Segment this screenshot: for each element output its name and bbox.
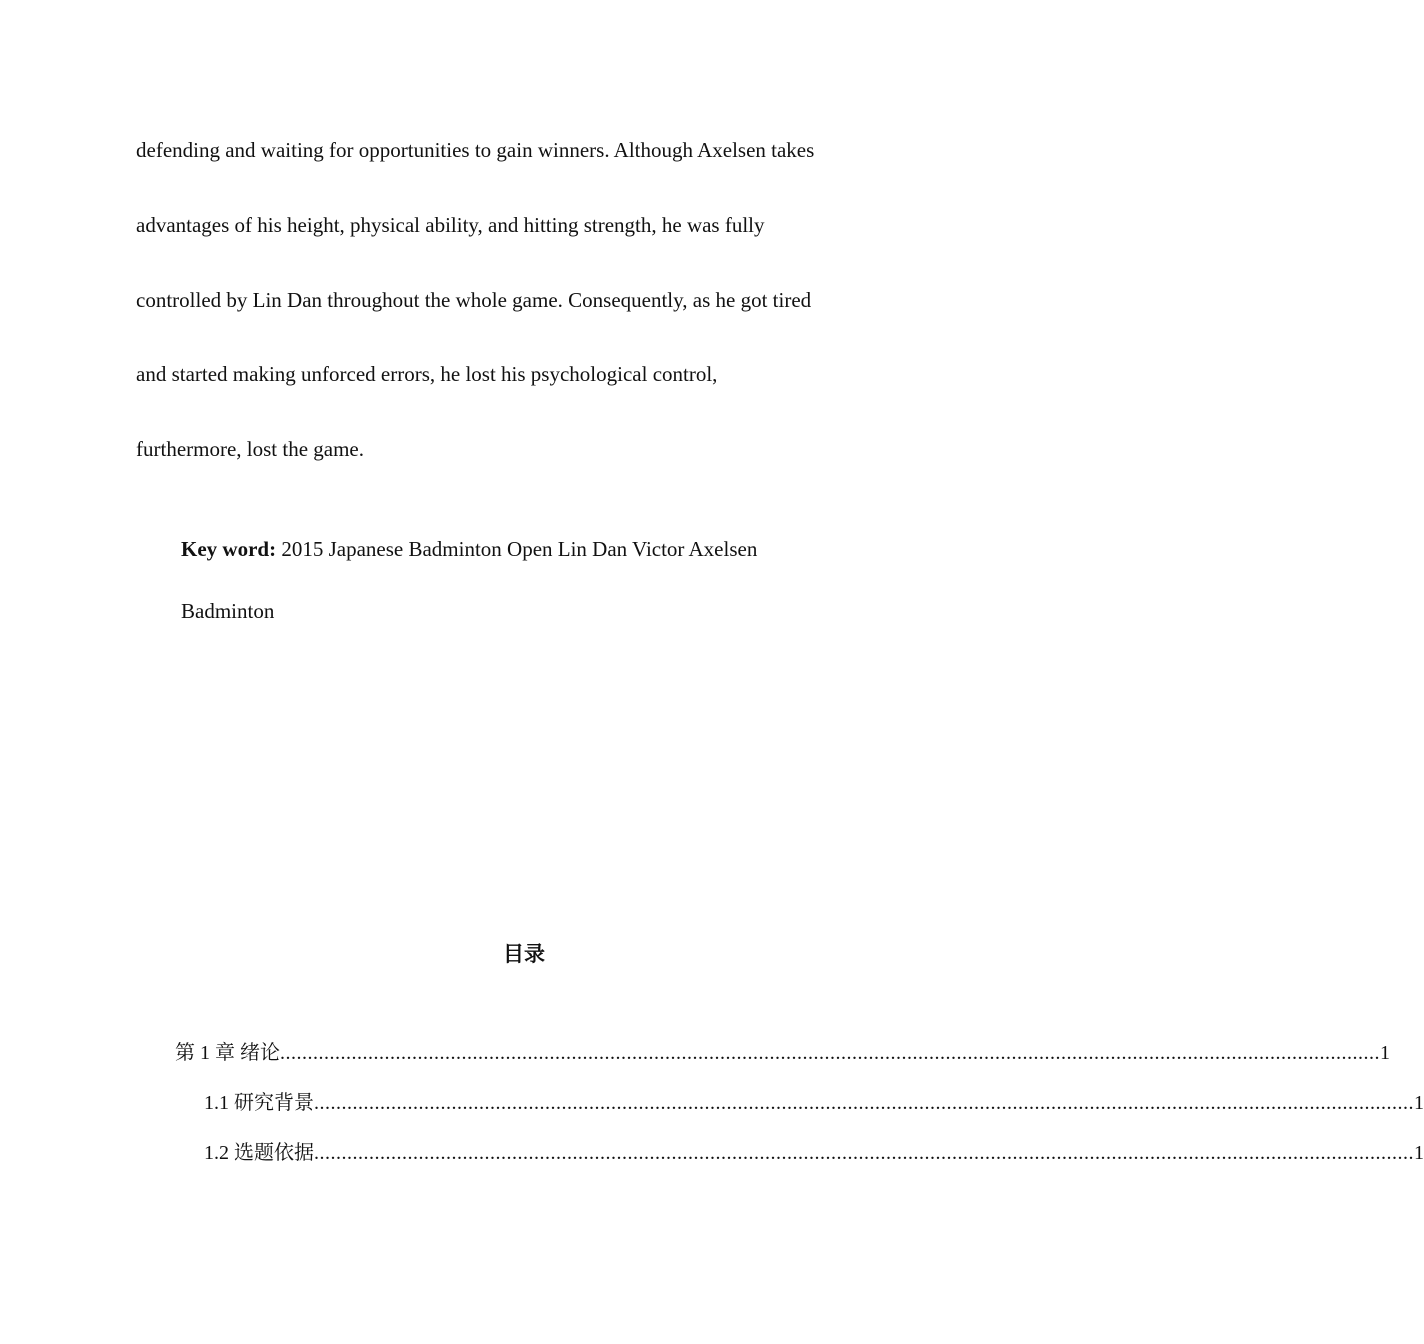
keywords-label: Key word: xyxy=(181,537,277,561)
toc-entry-label: 1.2 选题依据 xyxy=(204,1142,314,1164)
toc-dot-leader: ........................................................................................................................................................................................................ xyxy=(280,1042,1380,1064)
toc-dot-leader: ........................................................................................................................................................................................................ xyxy=(314,1142,1414,1164)
toc-entry-page: 1 xyxy=(1414,1142,1424,1164)
toc-title: 目录 xyxy=(503,942,545,966)
abstract-line: controlled by Lin Dan throughout the whole game. Consequently, as he got tired xyxy=(136,288,812,312)
toc-entry-section-1-1[interactable] xyxy=(204,1089,1424,1117)
toc-entry-page: 1 xyxy=(1414,1092,1424,1114)
keywords-values: 2015 Japanese Badminton Open Lin Dan Victor Axelsen xyxy=(281,537,758,561)
keywords-line-continued: Badminton xyxy=(181,599,275,623)
toc-dot-leader: ........................................................................................................................................................................................................ xyxy=(314,1092,1414,1114)
toc-entry-page: 1 xyxy=(1380,1042,1390,1064)
keywords-line xyxy=(181,535,757,563)
toc-entry-label: 1.1 研究背景 xyxy=(204,1092,314,1114)
toc-entry-section-1-2[interactable] xyxy=(204,1139,1424,1167)
toc-entry-label: 第 1 章 绪论 xyxy=(175,1042,280,1064)
abstract-line: and started making unforced errors, he lost his psychological control, xyxy=(136,362,718,386)
toc-entry-chapter-1[interactable] xyxy=(175,1039,1390,1067)
abstract-line: furthermore, lost the game. xyxy=(136,437,365,461)
abstract-line: advantages of his height, physical ability, and hitting strength, he was fully xyxy=(136,213,765,237)
abstract-line: defending and waiting for opportunities to gain winners. Although Axelsen takes xyxy=(136,138,815,162)
